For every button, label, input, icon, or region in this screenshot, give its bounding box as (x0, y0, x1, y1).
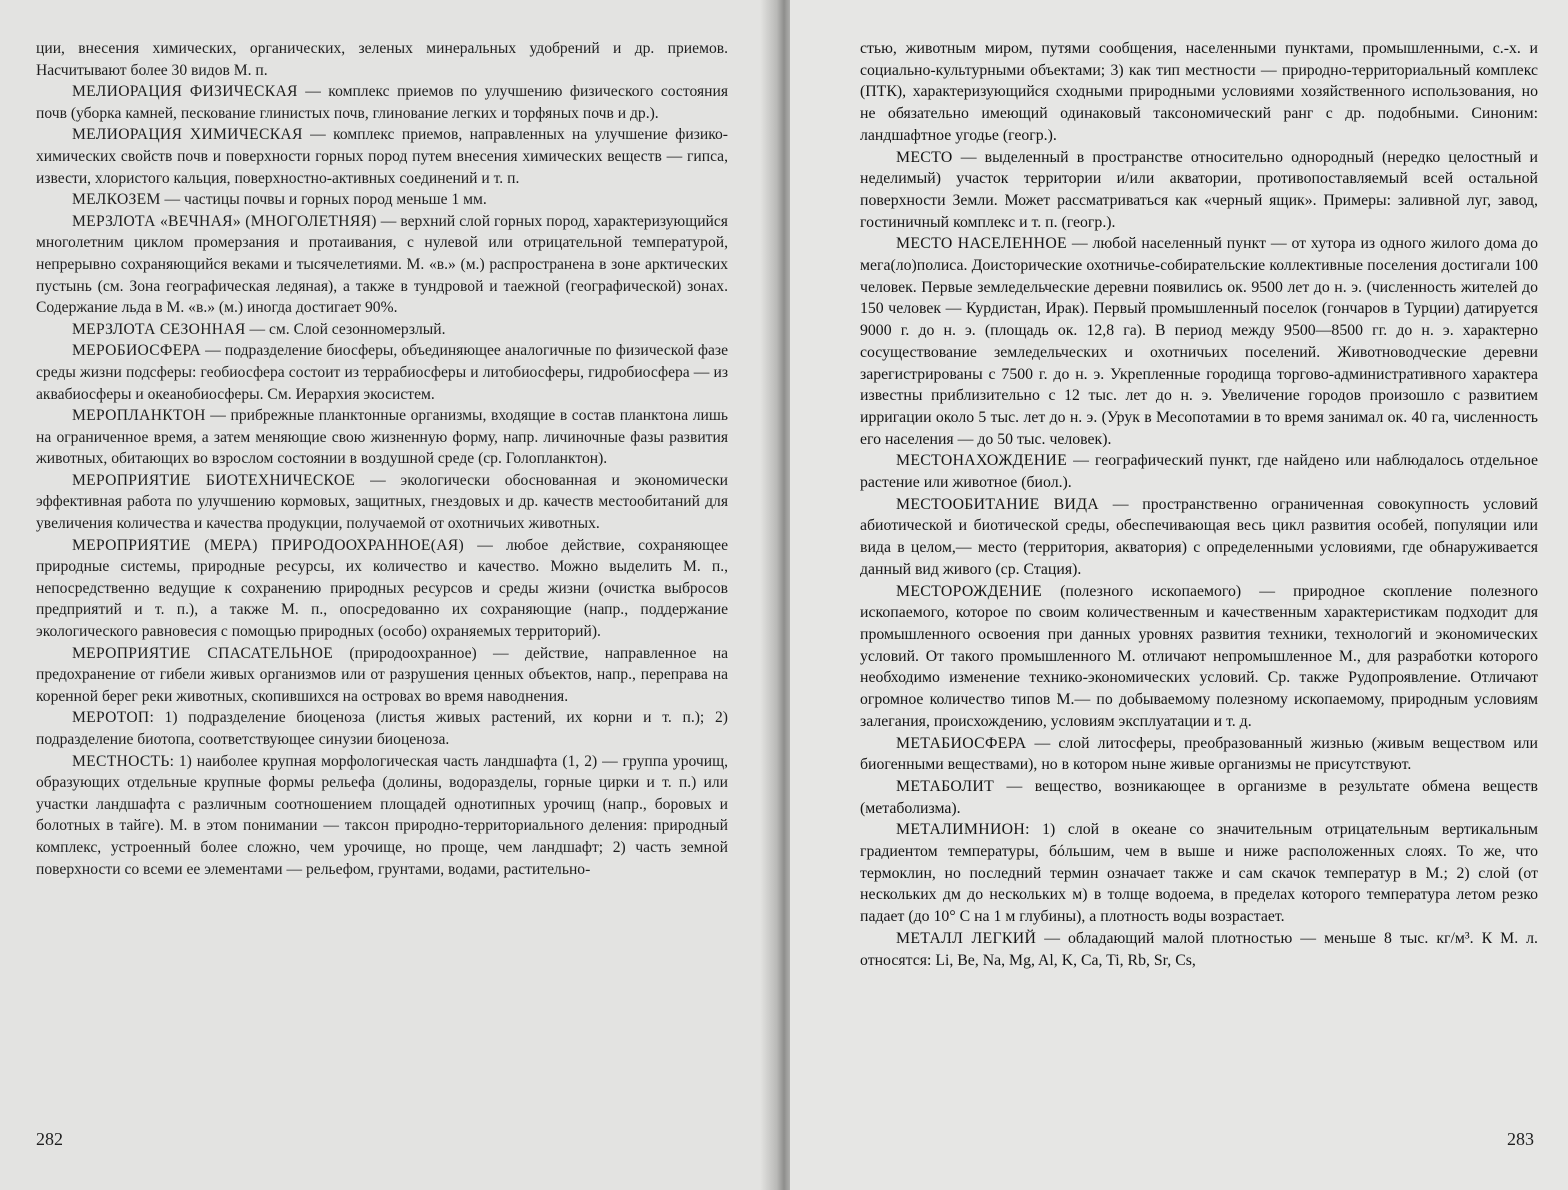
entry-headword: МЕРЗЛОТА СЕЗОННАЯ (72, 320, 246, 338)
entry-text: — пространственно ограниченная совокупность условий абиотической и биотической среды, обеспечивающая весь цикл развития особей, популяции или вида в целом,— место (территория, акватория) с определенными условиями, где обнаруживается данный вид живого (ср. Стация). (860, 495, 1539, 578)
entry-text: стью, животным миром, путями сообщения, населенными пунктами, промышленными, с.-х. и социально-культурными объектами; 3) как тип местности — природно-территориальный комплекс (ПТК), характеризующийся сходными природными условиями хозяйственного использования, но не обязательно имеющий одинаковый таксономический ранг с др. подобными. Синоним: ландшафтное угодье (геогр.). (860, 40, 1538, 144)
entry-headword: МЕЛИОРАЦИЯ ФИЗИЧЕСКАЯ (72, 83, 298, 101)
entry-text: — слой литосферы, преобразованный жизнью (живым веществом или биогенными веществами), но в котором ныне живые организмы не присутствуют. (860, 734, 1538, 774)
entry-text: — любое действие, сохраняющее природные системы, природные ресурсы, их количество и качество. Можно выделить М. п., непосредственно ведущие к сохранению природных ресурсов и среды жизни (очистка выбросов предприятий и т. п.), а также М. п., опосредованно их сохраняющие (напр., поддержание экологического равновесия с помощью природных (особо) охраняемых территорий). (36, 536, 728, 641)
entry-text: ции, внесения химических, органических, зеленых минеральных удобрений и др. приемов. Насчитывают более 30 видов М. п. (36, 40, 728, 79)
entry-headword: МЕЛКОЗЕМ (72, 191, 161, 209)
entry (36, 470, 728, 535)
entry-headword: МЕТАЛИМНИОН (896, 821, 1026, 839)
entry-text: : 1) наиболее крупная морфологическая часть ландшафта (1, 2) — группа урочищ, образующих отдельные крупные формы рельефа (долины, водоразделы, горные цирки и т. п.) или участки ландшафта с различным соотношением площадей однотипных урочищ (напр., боровых и болотных в тайге). М. в этом понимании — таксон природно-территориального деления: природный комплекс, устроенный более сложно, чем урочище, но проще, чем ландшафт; 2) часть земной поверхности со всеми ее элементами — рельефом, грунтами, водами, растительно- (36, 752, 728, 878)
entry-text: — экологически обоснованная и экономически эффективная работа по улучшению кормовых, защитных, гнездовых и др. качеств местообитаний для увеличения количества и качества продукции, получаемой от охотничьих животных. (36, 471, 728, 533)
entry-text: — см. Слой сезонномерзлый. (245, 320, 446, 338)
entry-text: — частицы почвы и горных пород меньше 1 мм. (160, 191, 487, 209)
entry (860, 733, 1538, 776)
entry-text: : 1) слой в океане со значительным отрицательным вертикальным градиентом температуры, бóльшим, чем в выше и ниже расположенных слоях. То же, что термоклин, но последний термин означает также и сам скачок температур в М.; 2) слой (от нескольких дм до нескольких м) в толще водоема, в пределах которого температура летом резко падает (до 10° С на 1 м глубины), а плотность воды возрастает. (860, 821, 1538, 926)
entry (860, 233, 1538, 450)
entry (36, 643, 728, 708)
right-page (790, 0, 1568, 1190)
entry-text: — географический пункт, где найдено или наблюдалось отдельное растение или животное (биол.). (860, 452, 1538, 492)
entry-headword: МЕРОПРИЯТИЕ СПАСАТЕЛЬНОЕ (72, 644, 334, 662)
entry (36, 405, 728, 470)
entry-headword: МЕЛИОРАЦИЯ ХИМИЧЕСКАЯ (72, 126, 303, 144)
entry-headword: МЕСТО НАСЕЛЕННОЕ (896, 235, 1067, 253)
entry-text: — любой населенный пункт — от хутора из одного жилого дома до мега(ло)полиса. Доисторические охотничье-собирательские коллективные поселения достигали 100 человек. Первые земледельческие деревни появились ок. 9500 лет до н. э. (численность жителей до 150 человек — Курдистан, Ирак). Первый промышленный поселок (гончаров в Турции) датируется 9000 г. до н. э. (площадь ок. 12,8 га). В период между 9500—8500 гг. до н. э. характерно сосуществование земледельческих и охотничьих поселений. Животноводческие деревни зарегистрированы с 7500 г. до н. э. Укрепленные городища торгово-административного характера известны приблизительно с 12 тыс. лет до н. э. Увеличение городов произошло с развитием ирригации около 5 тыс. лет до н. э. (Урук в Месопотамии в то время занимал ок. 40 га, численность его населения — до 50 тыс. человек). (860, 235, 1538, 448)
entry (860, 147, 1538, 234)
entry-text: — комплекс приемов по улучшению физического состояния почв (уборка камней, пескование глинистых почв, глинование легких и торфяных почв и др.). (36, 83, 729, 122)
entry-text: — прибрежные планктонные организмы, входящие в состав планктона лишь на ограниченное время, а затем меняющие свою жизненную форму, напр. личиночные фазы развития животных, обитающих во взрослом состоянии в воздушной среде (ср. Голопланктон). (36, 407, 728, 468)
entry (36, 81, 728, 124)
entry-text: — комплекс приемов, направленных на улучшение физико-химических свойств почв и поверхности горных пород путем внесения химических веществ — гипса, извести, хлористого кальция, поверхностно-активных соединений и т. п. (36, 126, 728, 187)
entry (860, 776, 1538, 819)
entry-headword: МЕРОПРИЯТИЕ БИОТЕХНИЧЕСКОЕ (72, 471, 356, 489)
entry-headword: МЕСТНОСТЬ (72, 752, 170, 770)
entry (860, 819, 1538, 928)
entry-text: : 1) подразделение биоценоза (листья живых растений, их корни и т. п.); 2) подразделение биотопа, соответствующее синузии биоценоза. (36, 709, 728, 748)
page-number-right: 283 (1507, 1129, 1534, 1149)
entry (860, 581, 1538, 733)
entry (860, 450, 1538, 493)
entry-text: — обладающий малой плотностью — меньше 8 тыс. кг/м³. К М. л. относятся: Li, Be, Na, Mg, Al, K, Ca, Ti, Rb, Sr, Cs, (860, 929, 1538, 969)
entry-headword: МЕРЗЛОТА «ВЕЧНАЯ» (МНОГОЛЕТНЯЯ) (72, 212, 377, 230)
page-number-left: 282 (36, 1129, 63, 1149)
entry (36, 535, 728, 643)
entry-text: — вещество, возникающее в организме в результате обмена веществ (метаболизма). (860, 777, 1538, 817)
entry-text: (полезного ископаемого) — природное скопление полезного ископаемого, которое по своим количественным и качественным характеристикам подходит для промышленного освоения при данных уровнях развития техники, технологий и экономических условий. От такого промышленного М. отличают непромышленное М., для разработки которого необходимо изменение технико-экономических условий. Ср. также Рудопроявление. Отличают огромное количество типов М.— по добываемому полезному ископаемому, природным условиям залегания, происхождению, условиям эксплуатации и т. д. (860, 582, 1538, 730)
entry (36, 189, 728, 211)
entry-headword: МЕРОПЛАНКТОН (72, 407, 206, 425)
entry-text: — подразделение биосферы, объединяющее аналогичные по физической фазе среды жизни подсферы: геобиосфера состоит из террабиосферы и литобиосферы, гидробиосфера — из аквабиосферы и океанобиосферы. См. Иерархия экосистем. (36, 342, 728, 403)
entry (36, 340, 728, 405)
entry-headword: МЕСТОРОЖДЕНИЕ (896, 582, 1043, 600)
entry-headword: МЕСТООБИТАНИЕ ВИДА (896, 495, 1099, 513)
entry-continuation (36, 38, 728, 81)
entry-headword: МЕРОБИОСФЕРА (72, 342, 201, 360)
entry-text: (природоохранное) — действие, направленное на предохранение от гибели живых организмов или от разрушения ценных объектов, напр., переправа на коренной берег реки животных, скопившихся на островах во время наводнения. (36, 644, 728, 705)
entry-text: — выделенный в пространстве относительно однородный (нередко целостный и неделимый) участок территории и/или акватории, противопоставляемый всей остальной поверхности Земли. Может рассматриваться как «черный ящик». Примеры: заливной луг, завод, гостиничный комплекс и т. п. (геогр.). (860, 148, 1538, 231)
entry-headword: МЕТАЛЛ ЛЕГКИЙ (896, 929, 1037, 947)
entry-headword: МЕРОПРИЯТИЕ (МЕРА) ПРИРОДООХРАННОЕ(АЯ) (72, 536, 464, 554)
entry (860, 494, 1538, 581)
entry-text: — верхний слой горных пород, характеризующийся многолетним циклом промерзания и протаивания, с нулевой или отрицательной температурой, непрерывно сохраняющийся веками и тысячелетиями. М. «в.» (м.) распространена в зоне арктических пустынь (см. Зона географическая ледяная), а также в тундровой и таежной (географической) зонах. Содержание льда в М. «в.» (м.) иногда достигает 90%. (36, 212, 728, 317)
entry-headword: МЕТАБИОСФЕРА (896, 734, 1027, 752)
entry (36, 124, 728, 189)
entry (36, 751, 728, 881)
entry-continuation (860, 38, 1538, 147)
left-page (0, 0, 778, 1190)
entry-headword: МЕСТОНАХОЖДЕНИЕ (896, 452, 1068, 470)
entry (36, 319, 728, 341)
entry-headword: МЕСТО (896, 148, 953, 166)
entry-headword: МЕТАБОЛИТ (896, 777, 995, 795)
entry (36, 211, 728, 319)
entry-headword: МЕРОТОП (72, 709, 150, 727)
entry (860, 928, 1538, 971)
entry (36, 707, 728, 750)
